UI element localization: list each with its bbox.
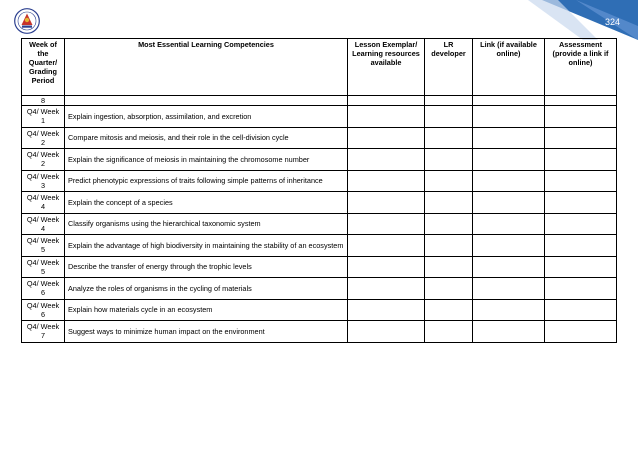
competency-cell: Analyze the roles of organisms in the cycling of materials xyxy=(65,278,348,300)
table-row xyxy=(22,278,617,300)
table-row xyxy=(22,321,617,343)
week-cell: Q4/ Week 2 xyxy=(22,127,65,149)
deped-seal-logo xyxy=(14,8,40,34)
week-cell: Q4/ Week 6 xyxy=(22,299,65,321)
table-header-row xyxy=(22,39,617,96)
competency-cell: Explain the significance of meiosis in maintaining the chromosome number xyxy=(65,149,348,171)
week-cell: Q4/ Week 1 xyxy=(22,106,65,128)
competency-cell: Predict phenotypic expressions of traits following simple patterns of inheritance xyxy=(65,170,348,192)
competency-cell: Classify organisms using the hierarchical taxonomic system xyxy=(65,213,348,235)
column-header-link: Link (if available online) xyxy=(473,39,545,96)
competency-table xyxy=(21,38,617,343)
table-row xyxy=(22,213,617,235)
table-row xyxy=(22,106,617,128)
column-number-row xyxy=(22,96,617,106)
week-cell: Q4/ Week 5 xyxy=(22,256,65,278)
week-cell: Q4/ Week 5 xyxy=(22,235,65,257)
table-row xyxy=(22,256,617,278)
competency-cell: Suggest ways to minimize human impact on the environment xyxy=(65,321,348,343)
table-row xyxy=(22,299,617,321)
column-header-lr-developer: LR developer xyxy=(425,39,473,96)
table-row xyxy=(22,192,617,214)
table-row xyxy=(22,170,617,192)
competency-cell: Compare mitosis and meiosis, and their role in the cell-division cycle xyxy=(65,127,348,149)
table-row xyxy=(22,235,617,257)
table-row xyxy=(22,127,617,149)
table-row xyxy=(22,149,617,171)
competency-cell: Explain how materials cycle in an ecosystem xyxy=(65,299,348,321)
week-cell: Q4/ Week 2 xyxy=(22,149,65,171)
competency-cell: Explain the advantage of high biodiversity in maintaining the stability of an ecosystem xyxy=(65,235,348,257)
column-header-week: Week of the Quarter/ Grading Period xyxy=(22,39,65,96)
column-header-competencies: Most Essential Learning Competencies xyxy=(65,39,348,96)
week-cell: Q4/ Week 6 xyxy=(22,278,65,300)
column-header-lesson-exemplar: Lesson Exemplar/ Learning resources available xyxy=(348,39,425,96)
competency-cell: Explain ingestion, absorption, assimilation, and excretion xyxy=(65,106,348,128)
week-cell: Q4/ Week 4 xyxy=(22,213,65,235)
page-number: 324 xyxy=(604,17,620,27)
week-cell: Q4/ Week 7 xyxy=(22,321,65,343)
corner-decoration xyxy=(528,0,638,40)
column-header-assessment: Assessment (provide a link if online) xyxy=(545,39,617,96)
competency-cell: Explain the concept of a species xyxy=(65,192,348,214)
column-number: 8 xyxy=(22,96,65,106)
week-cell: Q4/ Week 3 xyxy=(22,170,65,192)
competency-cell: Describe the transfer of energy through the trophic levels xyxy=(65,256,348,278)
week-cell: Q4/ Week 4 xyxy=(22,192,65,214)
